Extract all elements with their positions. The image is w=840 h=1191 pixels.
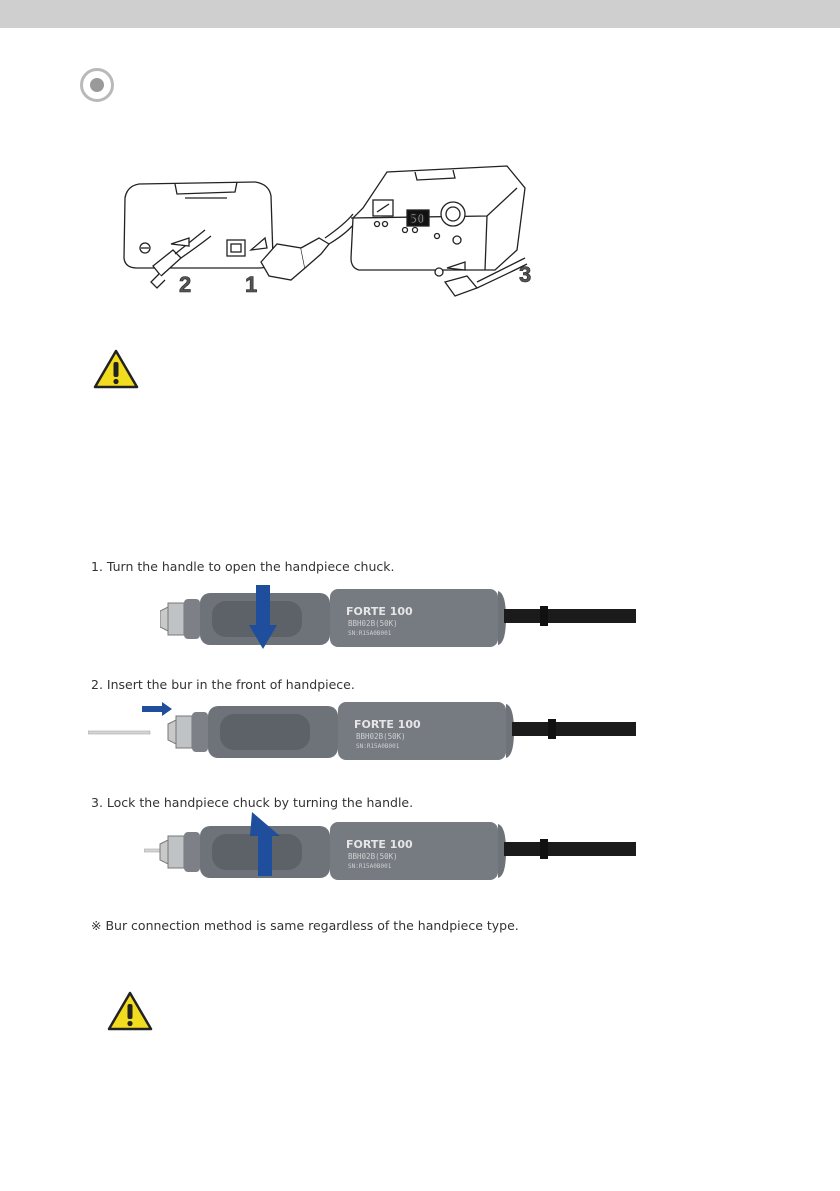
warning-triangle-icon	[106, 990, 154, 1032]
step-1-text: 1. Turn the handle to open the handpiece chuck.	[91, 559, 395, 574]
header-bar	[0, 0, 840, 28]
svg-text:FORTE 100: FORTE 100	[354, 718, 421, 731]
handpiece-step-1	[160, 583, 636, 653]
callout-2: 2	[179, 272, 192, 297]
connection-illustration	[115, 158, 545, 308]
callout-1: 1	[245, 272, 258, 297]
svg-text:50: 50	[410, 212, 425, 226]
svg-text:FORTE 100: FORTE 100	[346, 605, 413, 618]
svg-text:BBH02B(50K): BBH02B(50K)	[356, 732, 406, 741]
step-3-text: 3. Lock the handpiece chuck by turning the handle.	[91, 795, 414, 810]
step-2-text: 2. Insert the bur in the front of handpiece.	[91, 677, 355, 692]
warning-triangle-icon	[92, 348, 140, 390]
svg-text:SN:R15A0B001: SN:R15A0B001	[356, 743, 400, 750]
svg-text:BBH02B(50K): BBH02B(50K)	[348, 852, 398, 861]
arrow-right-icon	[142, 702, 172, 716]
svg-text:FORTE 100: FORTE 100	[346, 838, 413, 851]
radio-circle-icon	[80, 68, 114, 102]
handpiece	[160, 589, 636, 647]
note-text: ※ Bur connection method is same regardless of the handpiece type.	[91, 918, 519, 933]
controller-front-view	[351, 166, 527, 296]
controller-rear-view	[124, 182, 357, 288]
svg-text:BBH02B(50K): BBH02B(50K)	[348, 619, 398, 628]
handpiece-step-2	[88, 700, 636, 762]
svg-text:SN:R15A0B001: SN:R15A0B001	[348, 863, 392, 870]
bur	[88, 731, 150, 734]
handpiece	[160, 822, 636, 880]
svg-text:SN:R15A0B001: SN:R15A0B001	[348, 630, 392, 637]
handpiece	[168, 702, 636, 760]
callout-3: 3	[519, 262, 532, 287]
handpiece-step-3	[144, 812, 636, 880]
